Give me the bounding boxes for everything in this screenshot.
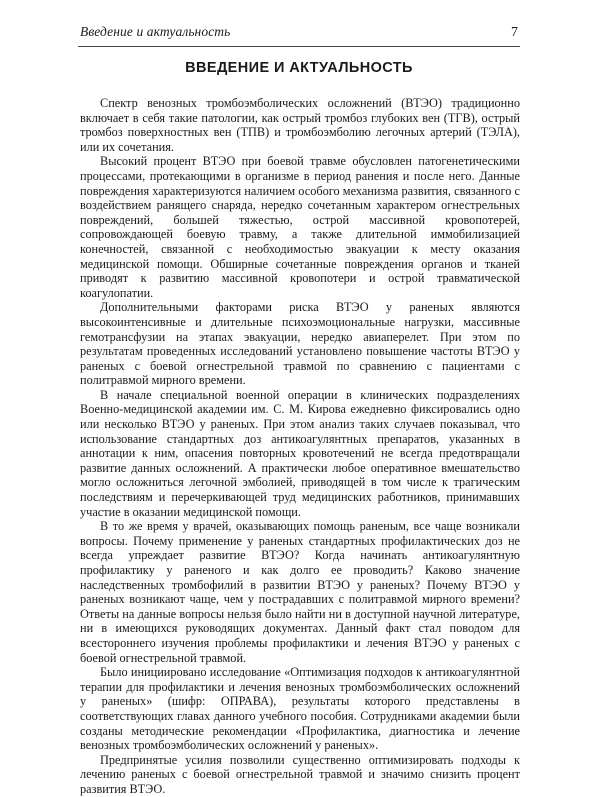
paragraph: Спектр венозных тромбоэмболических осложнений (ВТЭО) традиционно включает в себя такие патологии, как острый тромбоз глубоких вен (ТГВ), острый тромбоз поверхностных вен (ТПВ) и тромбоэмболию легочных артерий (ТЭЛА), или их сочетания. xyxy=(80,96,520,154)
body-text xyxy=(80,96,520,797)
paragraph: В то же время у врачей, оказывающих помощь раненым, все чаще возникали вопросы. Почему применение у раненых стандартных профилактических доз не всегда упреждает развитие ВТЭО? Когда начинать антикоагулянтную профилактику у раненого и как долго ее проводить? Каково значение наследственных тромбофилий в развитии ВТЭО у раненых? Почему ВТЭО у раненых возникают чаще, чем у пострадавших с политравмой мирного времени? Ответы на данные вопросы нельзя было найти ни в доступной научной литературе, ни в имеющихся руководящих документах. Данный факт стал поводом для всестороннего изучения проблемы профилактики и лечения ВТЭО у раненых с боевой огнестрельной травмой. xyxy=(80,519,520,665)
page-number: 7 xyxy=(511,25,518,40)
running-header xyxy=(80,24,518,44)
paragraph: В начале специальной военной операции в клинических подразделениях Военно-медицинской академии им. С. М. Кирова ежедневно фиксировались одно или несколько ВТЭО у раненых. При этом анализ таких случаев показывал, что использование стандартных доз антикоагулянтных препаратов, указанных в аннотации к ним, опасения повторных кровотечений не всегда предотвращали развитие данных осложнений. А практически любое оперативное вмешательство могло осложниться легочной эмболией, приводящей в том числе к трагическим последствиям и перечеркивающей труд медицинских работников, принимавших участие в оказании медицинской помощи. xyxy=(80,387,520,519)
paragraph: Дополнительными факторами риска ВТЭО у раненых являются высокоинтенсивные и длительные психоэмоциональные нагрузки, массивные гемотрансфузии на этапах эвакуации, нередко авиаперелет. При этом по результатам проведенных исследований установлено повышение частоты ВТЭО у раненых с боевой огнестрельной травмой по сравнению с пациентами с политравмой мирного времени. xyxy=(80,300,520,388)
running-title: Введение и актуальность xyxy=(80,24,231,39)
paragraph: Предпринятые усилия позволили существенно оптимизировать подходы к лечению раненых с боевой огнестрельной травмой и значимо снизить процент развития ВТЭО. xyxy=(80,752,520,796)
header-divider xyxy=(78,46,520,47)
paragraph: Было инициировано исследование «Оптимизация подходов к антикоагулянтной терапии для профилактики и лечения венозных тромбоэмболических осложнений у раненых» (шифр: ОПРАВА), результаты которого представлены в соответствующих главах данного учебного пособия. Сотрудниками академии были созданы методические рекомендации «Профилактика, диагностика и лечение венозных тромбоэмболических осложнений у раненых». xyxy=(80,665,520,753)
paragraph: Высокий процент ВТЭО при боевой травме обусловлен патогенетическими процессами, протекающими в организме в период ранения и после него. Данные повреждения характеризуются наличием особого механизма развития, связанного с воздействием ранящего снаряда, нередко сочетанным характером огнестрельных повреждений, большей тяжестью, острой массивной кровопотерей, сопровождающей боевую травму, а также длительной иммобилизацией конечностей, связанной с необходимостью эвакуации к месту оказания медицинской помощи. Обширные сочетанные повреждения органов и тканей приводят к развитию массивной кровопотери и острой травматической коагулопатии. xyxy=(80,154,520,300)
section-title: ВВЕДЕНИЕ И АКТУАЛЬНОСТЬ xyxy=(185,60,413,76)
